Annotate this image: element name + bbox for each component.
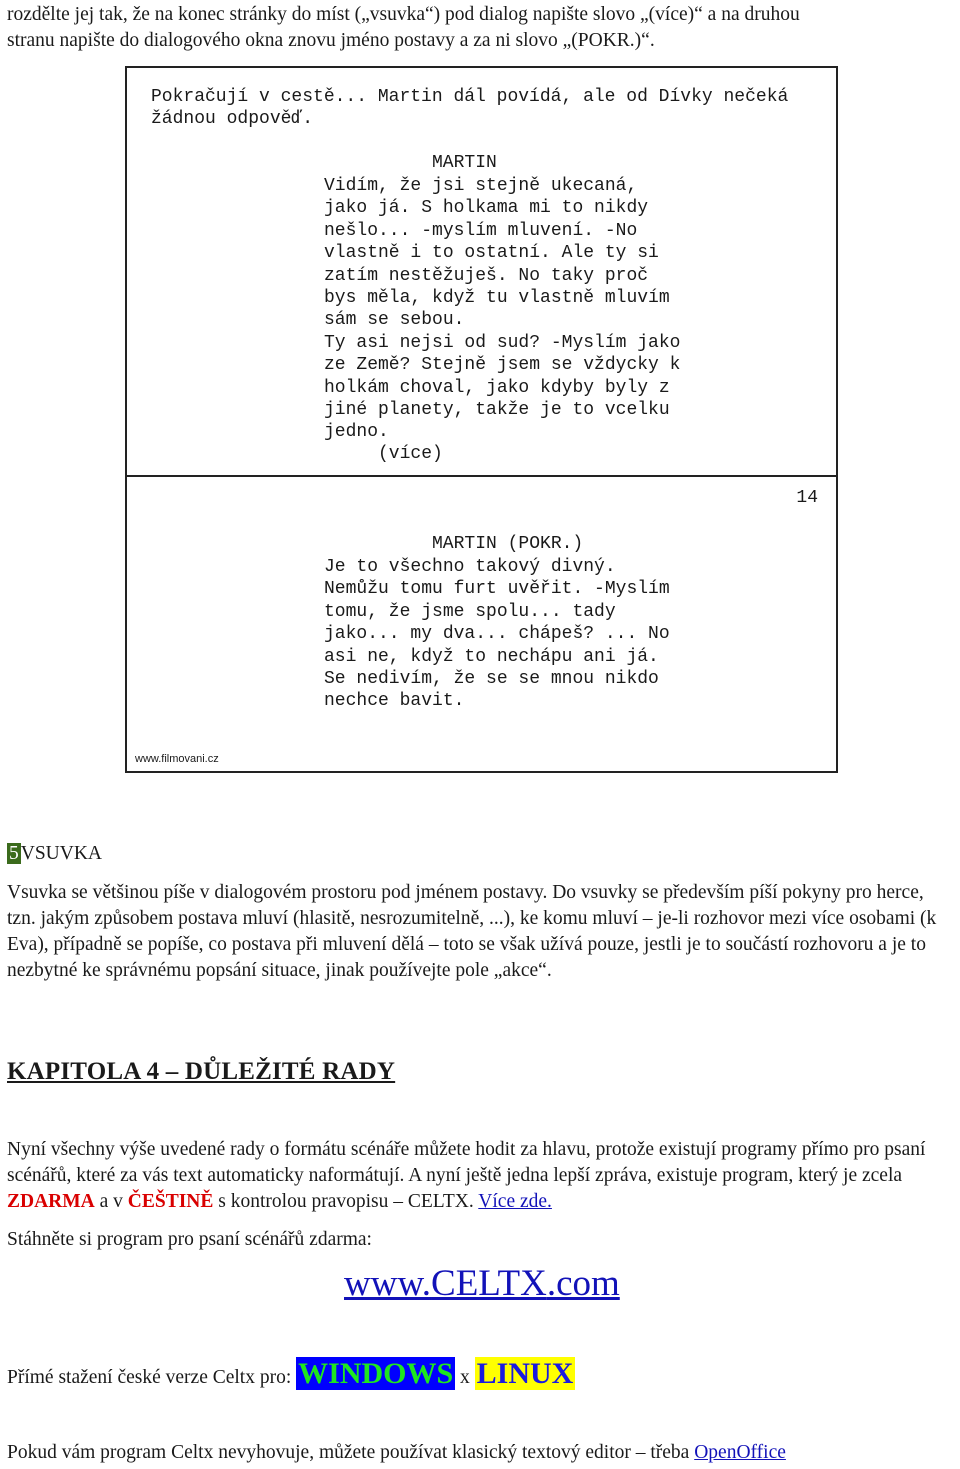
character-name-1: MARTIN <box>432 153 497 173</box>
dialogue-2: Je to všechno takový divný. Nemůžu tomu furt uvěřit. -Myslím tomu, že jsme spolu... tady jako... my dva... chápeš? ... No asi ne, když to nechápu ani já. Se nedivím, že se se mnou nikdo nechce bavit. <box>324 557 670 712</box>
section-number: 5 <box>9 843 19 864</box>
platform-separator: x <box>455 1367 475 1388</box>
chapter-body <box>7 1137 943 1215</box>
chapter-heading: KAPITOLA 4 – DŮLEŽITÉ RADY <box>7 1058 396 1085</box>
celtx-link-brand: CELTX <box>431 1263 547 1304</box>
action-text: Pokračují v cestě... Martin dál povídá, ale od Dívky nečeká žádnou odpověď. <box>151 87 789 130</box>
section-title: VSUVKA <box>20 843 103 864</box>
page-break-divider <box>127 475 836 477</box>
chapter-body-start: Nyní všechny výše uvedené rady o formátu scénáře můžete hodit za hlavu, protože existují programy přímo pro psaní scénářů, které za vás text automaticky naformátují. A nyní ještě jedna lepší zpráva, existuje program, který je zcela <box>7 1139 926 1186</box>
watermark: www.filmovani.cz <box>135 753 219 765</box>
download-line: Stáhněte si program pro psaní scénářů zdarma: <box>7 1229 372 1250</box>
direct-download-label: Přímé stažení české verze Celtx pro: <box>7 1367 297 1388</box>
intro-line-1: rozdělte jej tak, že na konec stránky do míst („vsuvka“) pod dialog napište slovo „(více)“ a na druhou <box>7 4 800 25</box>
character-name-2: MARTIN (POKR.) <box>432 534 584 554</box>
bottom-line <box>7 1440 943 1466</box>
celtx-link-prefix: www. <box>344 1263 432 1304</box>
linux-download-link[interactable]: LINUX <box>476 1357 574 1390</box>
screenplay-example <box>125 66 838 773</box>
chapter-body-end: s kontrolou pravopisu – CELTX. <box>213 1191 479 1212</box>
direct-download-line <box>7 1356 943 1396</box>
celtx-website-link[interactable] <box>344 1262 620 1305</box>
intro-line-2: stranu napište do dialogového okna znovu jméno postavy a za ni slovo „(POKR.)“. <box>7 30 655 51</box>
openoffice-link[interactable]: OpenOffice <box>694 1442 786 1463</box>
intro-paragraph <box>7 2 943 54</box>
windows-download-link[interactable]: WINDOWS <box>298 1357 454 1390</box>
more-info-link[interactable]: Více zde. <box>478 1191 552 1212</box>
czech-emphasis: ČEŠTINĚ <box>127 1191 214 1212</box>
more-marker: (více) <box>378 444 443 464</box>
bottom-line-text: Pokud vám program Celtx nevyhovuje, můžete používat klasický textový editor – třeba <box>7 1442 695 1463</box>
dialogue-1: Vidím, že jsi stejně ukecaná, jako já. S holkama mi to nikdy nešlo... -myslím mluvení. -No vlastně i to ostatní. Ale ty si zatím nestěžuješ. No taky proč bys měla, když tu vlastně mluvím sám se sebou. Ty asi nejsi od sud? -Myslím jako ze Země? Stejně jsem se vždycky k holkám choval, jako kdyby byly z jiné planety, takže je to vcelku jedno. <box>324 176 681 443</box>
page-number: 14 <box>796 488 818 508</box>
chapter-body-mid: a v <box>94 1191 128 1212</box>
free-emphasis: ZDARMA <box>7 1191 95 1212</box>
section-5-heading <box>7 841 943 867</box>
section-5-body: Vsuvka se většinou píše v dialogovém prostoru pod jménem postavy. Do vsuvky se především píší pokyny pro herce, tzn. jakým způsobem postava mluví (hlasitě, nesrozumitelně, ...), ke komu mluví – je-li rozhovor mezi více osobami (k Eva), případně se popíše, co postava při mluvení dělá – toto se však užívá pouze, jestli je to součástí rozhovoru a je to nezbytné ke správnému popsání situace, jinak používejte pole „akce“. <box>7 882 937 981</box>
celtx-link-suffix: .com <box>546 1263 620 1304</box>
